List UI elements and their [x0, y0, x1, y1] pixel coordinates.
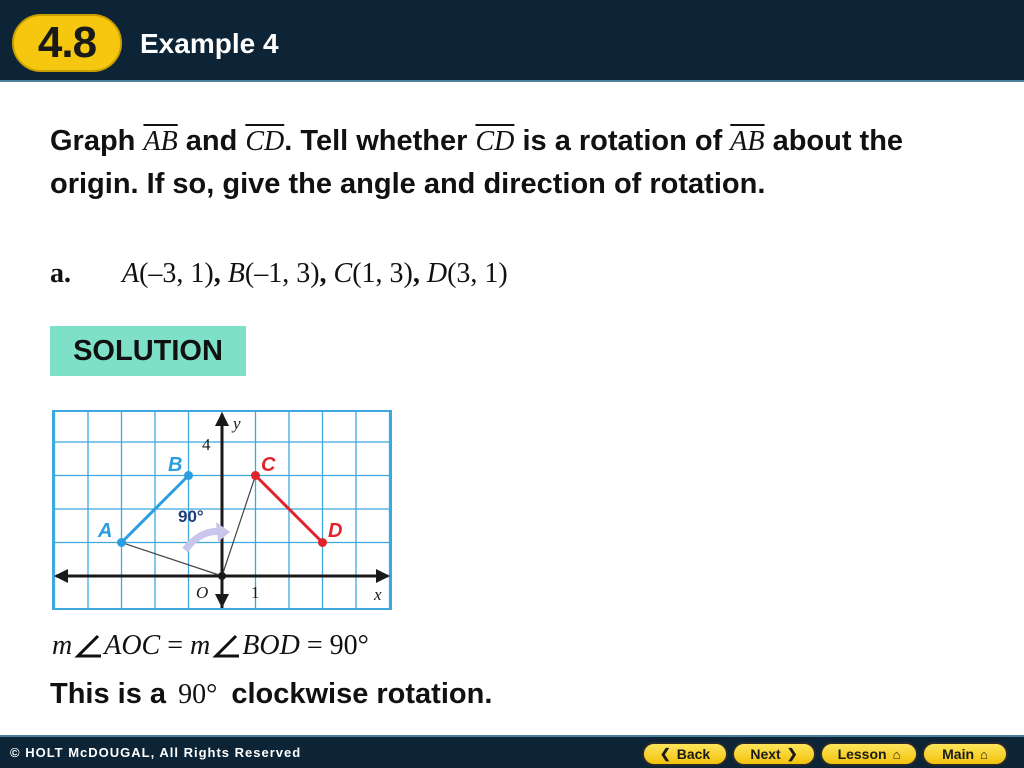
copyright-text: © HOLT McDOUGAL, All Rights Reserved [10, 745, 302, 760]
solution-label: SOLUTION [50, 326, 246, 376]
lesson-number: 4.8 [37, 18, 97, 67]
angle-equation [52, 630, 369, 662]
separator: , [213, 258, 228, 289]
lesson-button[interactable] [820, 742, 918, 766]
equals-sign: = [160, 630, 191, 661]
label-b: B [168, 454, 183, 476]
part-a-coordinates [50, 258, 508, 290]
x-tick-label: 1 [251, 583, 260, 602]
part-label: a. [50, 258, 71, 289]
point-d-name: D [426, 258, 448, 289]
point-a-coords: (–3, 1) [139, 258, 214, 289]
main-button[interactable] [922, 742, 1008, 766]
chevron-right-icon: ❯ [786, 746, 798, 761]
point-d [318, 538, 327, 547]
conclusion-post: clockwise rotation. [231, 678, 493, 710]
segment-ab: $\overline{AB}$ [143, 126, 178, 157]
conclusion-pre: This is a [50, 678, 167, 710]
point-c-coords: (1, 3) [352, 258, 413, 289]
label-c: C [261, 454, 276, 476]
angle-icon [212, 633, 240, 659]
equation-result: = 90° [299, 630, 369, 661]
y-axis-label: y [233, 414, 241, 433]
coordinate-graph [52, 410, 392, 610]
problem-text-5: about the origin. If so, give the angle and direction of rotation. [50, 125, 904, 200]
point-b-name: B [227, 258, 245, 289]
point-a-name: A [122, 258, 140, 289]
segment-cd: $\overline{CD}$ [475, 126, 515, 157]
problem-text-3: . Tell whether [284, 125, 476, 157]
next-button[interactable] [732, 742, 816, 766]
back-button[interactable] [642, 742, 728, 766]
origin-label: O [196, 583, 209, 602]
segment-ab: $\overline{AB}$ [730, 126, 765, 157]
home-icon: ⌂ [892, 746, 901, 762]
problem-text-2: and [177, 125, 246, 157]
angle-aoc: AOC [104, 630, 161, 661]
chevron-left-icon: ❮ [659, 746, 671, 761]
label-d: D [328, 520, 343, 542]
measure-m: m [190, 630, 211, 661]
separator: , [412, 258, 427, 289]
measure-m: m [52, 630, 73, 661]
point-d-coords: (3, 1) [447, 258, 508, 289]
footer-bar [0, 735, 1024, 768]
point-c-name: C [333, 258, 353, 289]
label-a: A [98, 520, 113, 542]
angle-label: 90° [178, 507, 204, 526]
next-label: Next [750, 746, 781, 762]
problem-statement [50, 120, 950, 205]
angle-bod: BOD [242, 630, 300, 661]
segment-cd: $\overline{CD}$ [245, 126, 285, 157]
point-b [184, 471, 193, 480]
angle-icon [74, 633, 102, 659]
point-c [251, 471, 260, 480]
page-title: Example 4 [140, 28, 279, 59]
conclusion-angle: 90° [178, 679, 218, 710]
back-label: Back [676, 746, 711, 762]
x-axis-label: x [374, 585, 382, 604]
separator: , [319, 258, 334, 289]
origin-point [218, 572, 226, 580]
y-tick-label: 4 [202, 435, 211, 454]
lesson-label: Lesson [837, 746, 887, 762]
problem-text-1: Graph [50, 125, 144, 157]
problem-text-4: is a rotation of [514, 125, 731, 157]
point-b-coords: (–1, 3) [244, 258, 320, 289]
conclusion-text [50, 678, 492, 711]
point-a [117, 538, 126, 547]
main-label: Main [942, 746, 975, 762]
home-icon: ⌂ [980, 746, 988, 762]
lesson-badge [12, 14, 122, 72]
title-bar [0, 0, 1024, 82]
